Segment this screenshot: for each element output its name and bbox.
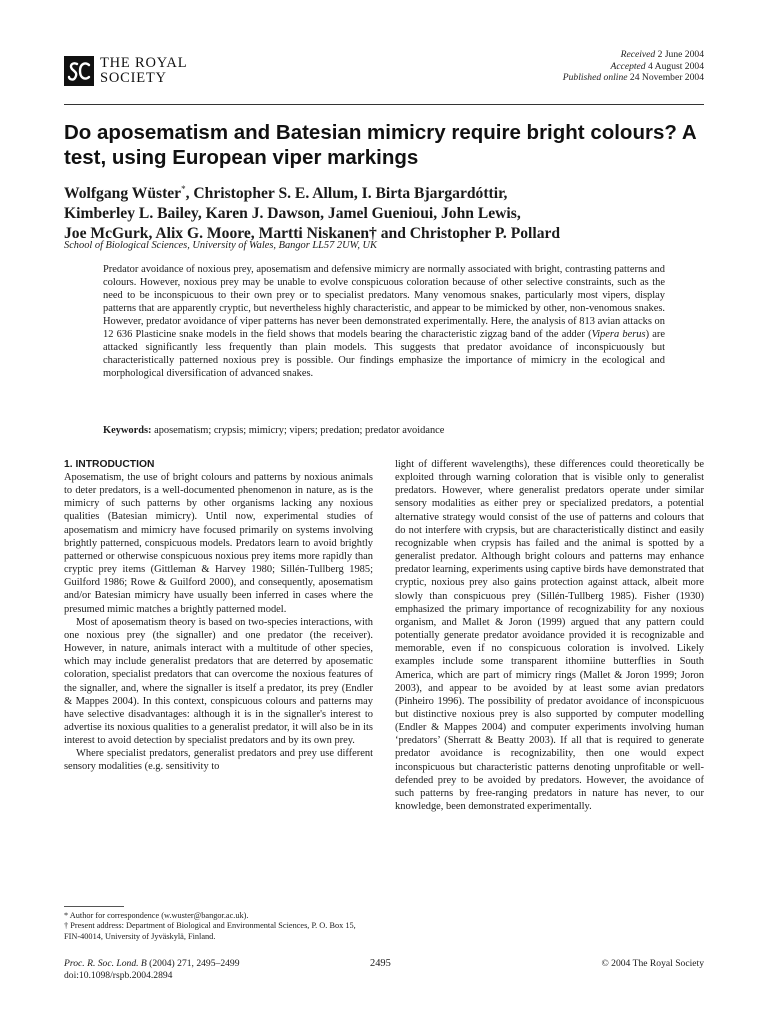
keywords <box>103 424 665 437</box>
left-column <box>64 458 373 774</box>
author-mark: * <box>181 184 186 194</box>
accepted-date: 4 August 2004 <box>648 60 704 72</box>
author-line-1-rest: , Christopher S. E. Allum, I. Birta Bjargardóttir, <box>185 185 508 203</box>
accepted-date-line <box>563 61 704 73</box>
intro-paragraph-3: Where specialist predators, generalist predators and prey use different sensory modalities (e.g. sensitivity to <box>64 748 373 773</box>
footnotes <box>64 911 373 942</box>
received-date: 2 June 2004 <box>657 49 704 60</box>
received-label: Received <box>620 49 656 60</box>
received-date-line <box>563 49 704 61</box>
species-name: Vipera berus <box>591 329 646 340</box>
publisher-line-1: THE ROYAL <box>100 55 188 71</box>
published-date: 24 November 2004 <box>629 72 704 83</box>
keywords-label: Keywords: <box>103 425 152 436</box>
footnote-present-address: † Present address: Department of Biological and Environmental Sciences, P. O. Box 15, FIN-40014, University of Jyväskylä, Finland. <box>64 921 356 941</box>
abstract-part-2: ) are attacked significantly less frequently than plain models. This suggests that predator avoidance of inconspicuously but characteristically patterned noxious prey is possible. Our findings emphasize the importance of mimicry in the ecological and morphological diversification of advanced snakes. <box>103 329 666 379</box>
copyright: © 2004 The Royal Society <box>601 958 704 969</box>
corresponding-author: Wolfgang Wüster <box>64 185 182 203</box>
footnote-correspondence: * Author for correspondence (w.wuster@bangor.ac.uk). <box>64 911 249 920</box>
article-title: Do aposematism and Batesian mimicry require bright colours? A test, using European viper markings <box>64 121 696 169</box>
journal-citation <box>64 958 240 982</box>
published-label: Published online <box>562 72 628 83</box>
doi: doi:10.1098/rspb.2004.2894 <box>64 970 173 981</box>
royal-society-monogram-icon <box>64 56 94 86</box>
intro-paragraph-3-continued: light of different wavelengths), these differences could theoretically be exploited through warning coloration that is visible only to generalist predators. However, where generalist predators operate under similar sensory modalities as either prey or specialized predators, a potential alternative strategy would consist of the use of patterns and colours that do not interfere with crypsis, but are characteristically distinct and easily recognizable when crypsis has failed and the animal is spotted by a generalist predator. Although bright colours and patterns may enhance predator learning, experiments using captive birds have demonstrated that cryptic, noxious prey also gains protection against attack, albeit more slowly than conspicuous prey (Sillén-Tullberg 1985). Fisher (1930) emphasized the primary importance of recognizability for any noxious organism, and Mallet & Joron (1999) argued that any pattern could potentially generate predator avoidance provided it is recognizable and memorable, even if no conspicuous coloration is involved. Likely examples include some transparent ithomiine butterflies in South America, which are part of mimicry rings (Mallet & Joron 1999; Joron 2003), and appear to be avoided by at least some avian predators (Pinheiro 1996). The possibility of predator avoidance of inconspicuous but distinctive noxious prey is also supported by computer modelling (Endler & Mappes 2004) and computer experiments involving human ‘predators’ (Sherratt & Beatty 2003). If all that is required to generate predator avoidance is recognizability, then one would expect inconspicuous but characteristic patterns denoting unprofitable or well-defended prey to be avoided by predators. However, the avoidance of such patterns by free-ranging predators in nature has never, to our knowledge, been demonstrated experimentally. <box>395 459 704 813</box>
citation-detail: (2004) 271, 2495–2499 <box>146 958 240 969</box>
intro-paragraph-1: Aposematism, the use of bright colours and patterns by noxious animals to deter predators, is a well-documented phenomenon in nature, as is the mimicry of such patterns by other organisms lacking any noxious qualities (Batesian mimicry). Until now, experimental studies of aposematism and mimicry have focused primarily on systems involving brightly patterned, conspicuous models. Predators learn to avoid brightly patterned or otherwise conspicuous noxious prey items more rapidly than cryptic prey items (Gittleman & Harvey 1980; Sillén-Tullberg 1985; Guilford 1986; Rowe & Guilford 2000), and consequently, aposematism and/or Batesian mimicry have usually been inferred in cases where the presumed mimic matches a brightly patterned model. <box>64 472 373 615</box>
author-line-3: Joe McGurk, Alix G. Moore, Martti Niskanen† and Christopher P. Pollard <box>64 225 561 243</box>
publisher-logo <box>64 56 187 86</box>
intro-paragraph-2: Most of aposematism theory is based on two-species interactions, with one noxious prey (the signaller) and one predator (the receiver). However, in nature, animals interact with a multitude of other species, which may include generalist predators that are deterred by aposematic coloration, specialist predators that can overcome the noxious features of the signaller, and, where the signaller is itself a predator, its prey (Endler & Mappes 2004). In this context, conspicuous colours and patterns may have selective disadvantages: although it is in the signaller's interest to advertise its noxious qualities to a generalist predator, it will also be in its interest to avoid detection by specialist predators and by its own prey. <box>64 616 373 747</box>
affiliation: School of Biological Sciences, University of Wales, Bangor LL57 2UW, UK <box>64 240 377 251</box>
citation-line <box>64 958 240 970</box>
abstract <box>103 263 665 380</box>
header-rule <box>64 104 704 105</box>
footnote-rule <box>64 906 124 907</box>
publisher-name <box>100 56 187 86</box>
keywords-text: aposematism; crypsis; mimicry; vipers; predation; predator avoidance <box>151 425 445 436</box>
author-line-1 <box>64 179 714 204</box>
abstract-part-1: Predator avoidance of noxious prey, aposematism and defensive mimicry are normally associated with bright, contrasting patterns and colours. However, noxious prey may be unable to evolve conspicuous coloration because of other selective constraints, such as the need to be inconspicuous to their own prey or to specialist predators. Many venomous snakes, particularly most vipers, display patterns that are apparently cryptic, but nevertheless highly characteristic, and appear to be mimicked by other, non-venomous snakes. However, predator avoidance of viper patterns has never been demonstrated experimentally. Here, the analysis of 813 avian attacks on 12 636 Plasticine snake models in the field shows that models bearing the characteristic zigzag band of the adder ( <box>103 264 665 340</box>
accepted-label: Accepted <box>610 60 646 72</box>
published-date-line <box>563 72 704 84</box>
right-column <box>395 458 704 813</box>
section-heading-introduction: 1. INTRODUCTION <box>64 459 155 470</box>
author-line-2: Kimberley L. Bailey, Karen J. Dawson, Jamel Guenioui, John Lewis, <box>64 205 521 223</box>
publisher-line-2: SOCIETY <box>100 70 167 86</box>
page-number: 2495 <box>370 958 391 969</box>
article-dates <box>563 49 704 84</box>
journal-name: Proc. R. Soc. Lond. B <box>64 958 147 969</box>
author-list <box>64 179 714 244</box>
